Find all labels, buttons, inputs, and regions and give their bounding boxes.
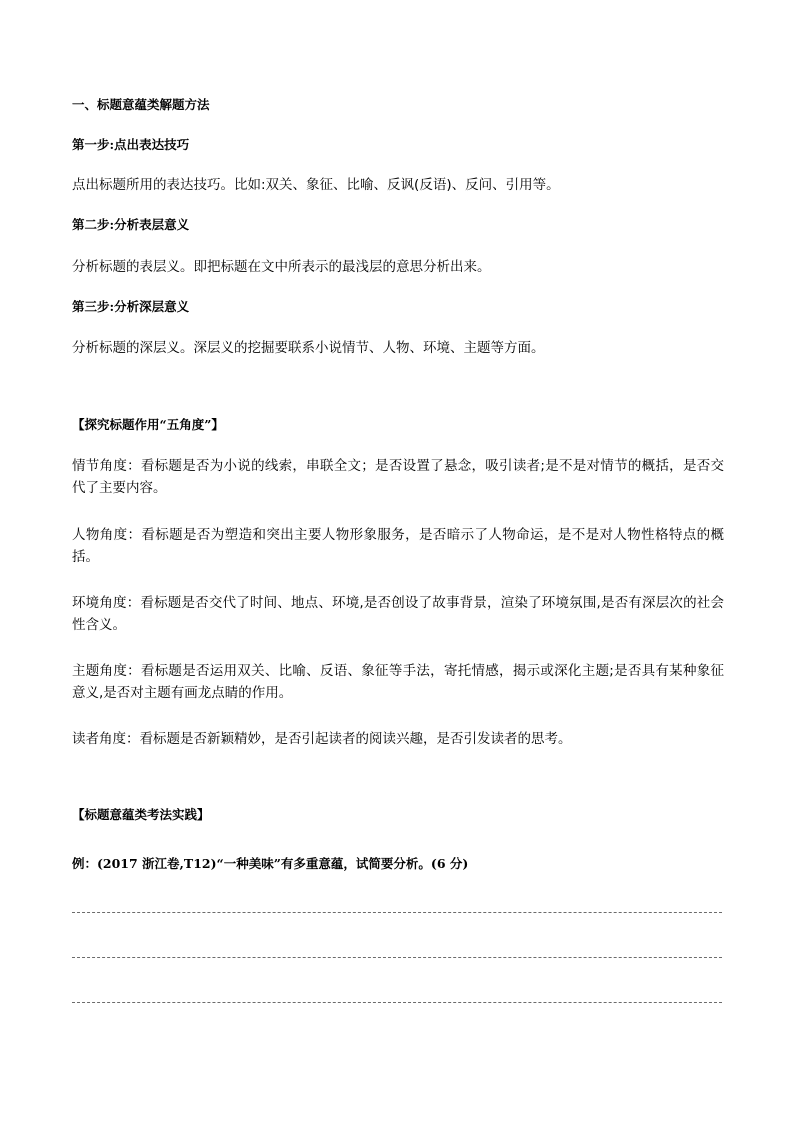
step2-title: 第二步:分析表层意义 xyxy=(72,217,190,232)
section-title-five-angles: 【探究标题作用“五角度”】 xyxy=(72,417,224,432)
step3-text: 分析标题的深层义。深层义的挖掘要联系小说情节、人物、环境、主题等方面。 xyxy=(72,340,545,356)
environment-angle-paragraph: 环境角度：看标题是否交代了时间、地点、环境,是否创设了故事背景，渲染了环境氛围,是否有深层次的社会性含义。 xyxy=(72,595,724,633)
step2-text: 分析标题的表层义。即把标题在文中所表示的最浅层的意思分析出来。 xyxy=(72,259,491,275)
answer-line-3 xyxy=(72,1002,722,1003)
section-title-method: 一、标题意蕴类解题方法 xyxy=(72,97,210,112)
answer-line-2 xyxy=(72,957,722,958)
reader-angle-paragraph: 读者角度：看标题是否新颖精妙，是否引起读者的阅读兴趣，是否引发读者的思考。 xyxy=(72,731,572,747)
section-title-practice: 【标题意蕴类考法实践】 xyxy=(72,807,210,822)
step1-text: 点出标题所用的表达技巧。比如:双关、象征、比喻、反讽(反语)、反问、引用等。 xyxy=(72,177,560,193)
answer-line-1 xyxy=(72,912,722,913)
step3-title: 第三步:分析深层意义 xyxy=(72,299,190,314)
step1-title: 第一步:点出表达技巧 xyxy=(72,137,190,152)
example-question: 例：(2017 浙江卷,T12)“一种美味”有多重意蕴，试简要分析。(6 分) xyxy=(72,856,469,871)
plot-angle-paragraph: 情节角度：看标题是否为小说的线索，串联全文；是否设置了悬念，吸引读者;是不是对情节的概括，是否交代了主要内容。 xyxy=(72,458,724,496)
theme-angle-paragraph: 主题角度：看标题是否运用双关、比喻、反语、象征等手法，寄托情感，揭示或深化主题;是否具有某种象征意义,是否对主题有画龙点睛的作用。 xyxy=(72,663,724,701)
character-angle-paragraph: 人物角度：看标题是否为塑造和突出主要人物形象服务，是否暗示了人物命运，是不是对人物性格特点的概括。 xyxy=(72,527,724,565)
